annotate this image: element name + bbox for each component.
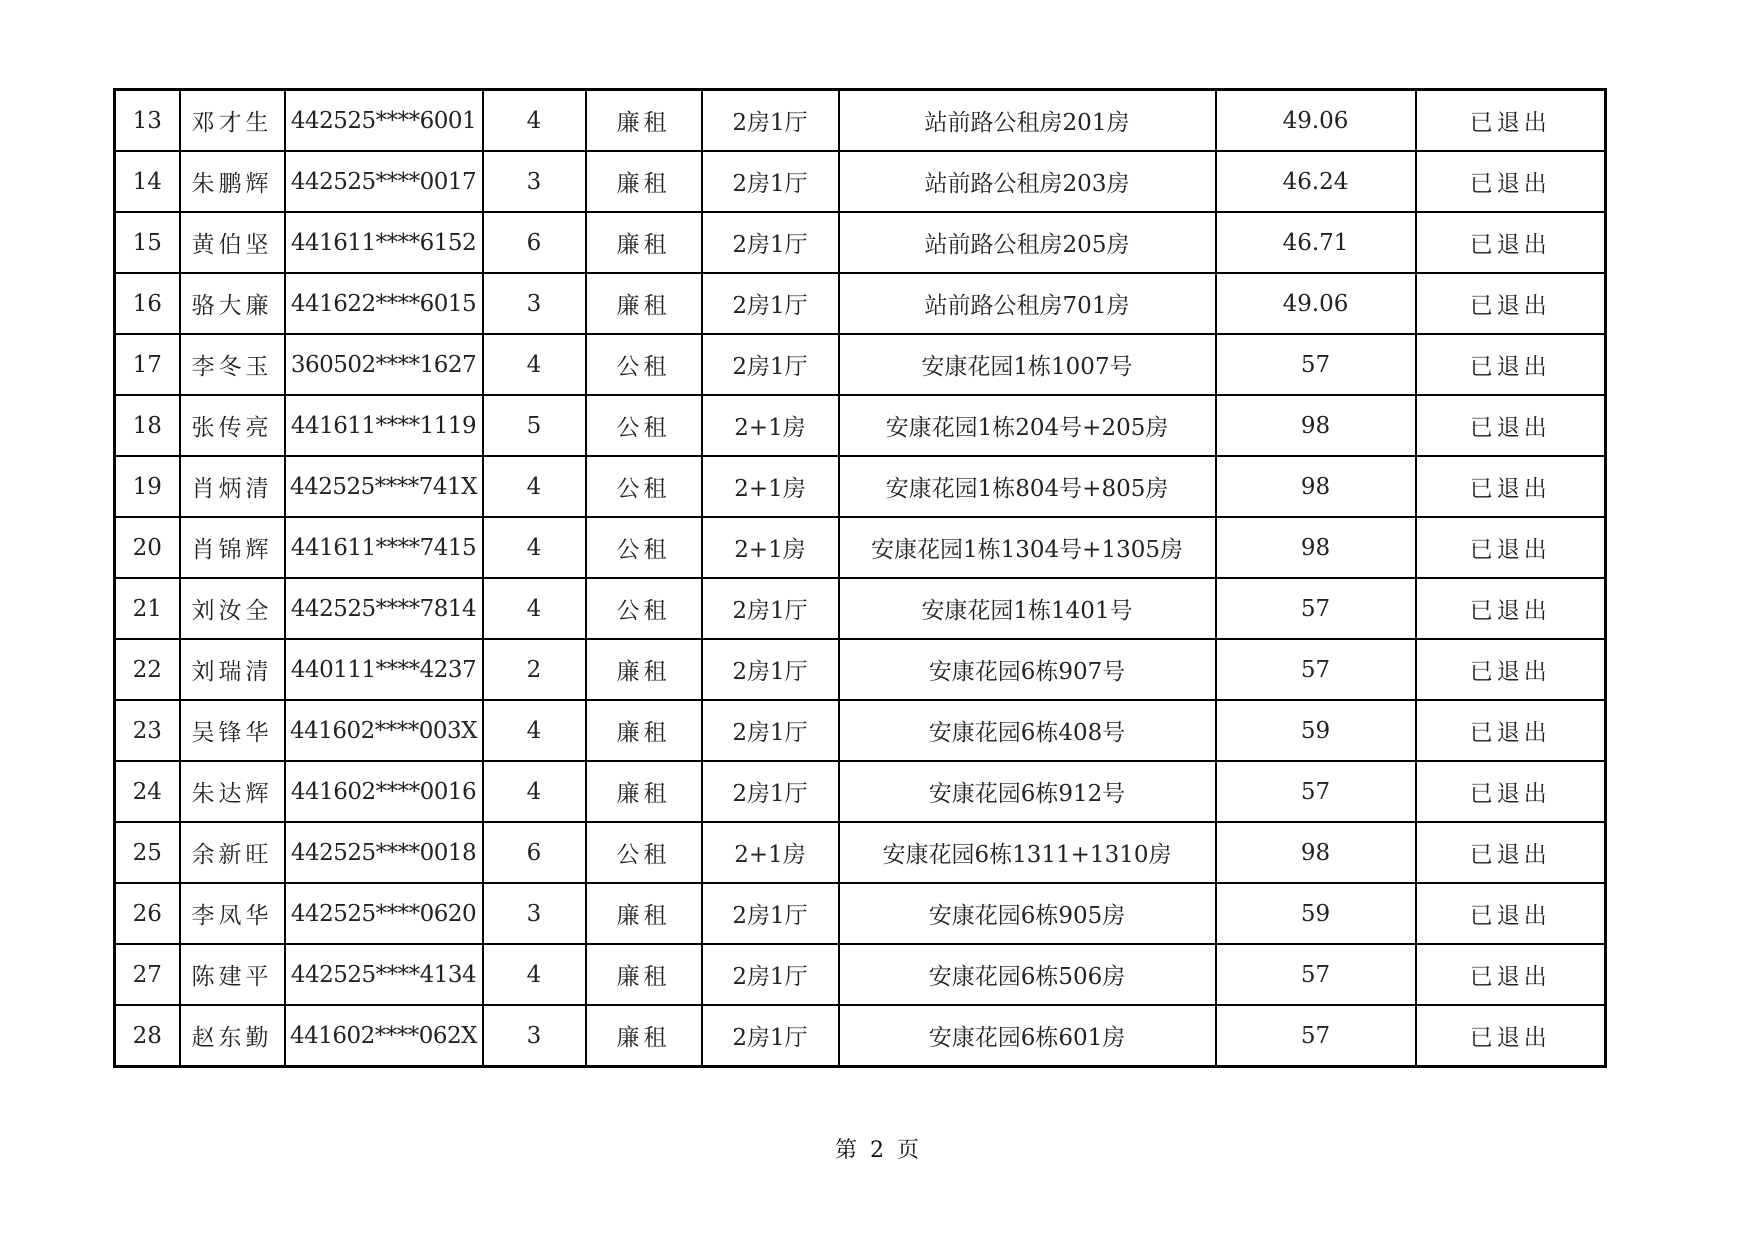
cell-tenant-name: 张传亮 xyxy=(180,395,285,456)
cell-address: 安康花园6栋601房 xyxy=(839,1005,1216,1067)
cell-household-members: 4 xyxy=(483,578,586,639)
cell-address: 安康花园1栋1007号 xyxy=(839,334,1216,395)
cell-status: 已退出 xyxy=(1416,883,1606,944)
cell-status: 已退出 xyxy=(1416,822,1606,883)
cell-housing-type: 公租 xyxy=(586,517,702,578)
cell-tenant-name: 李凤华 xyxy=(180,883,285,944)
cell-housing-type: 廉租 xyxy=(586,90,702,152)
cell-household-members: 4 xyxy=(483,334,586,395)
cell-serial-number: 14 xyxy=(115,151,180,212)
cell-household-members: 4 xyxy=(483,90,586,152)
table-row xyxy=(115,944,1606,1005)
cell-area: 57 xyxy=(1216,761,1416,822)
cell-household-members: 3 xyxy=(483,151,586,212)
page-number: 第 2 页 xyxy=(835,1138,919,1163)
table-row xyxy=(115,212,1606,273)
table-row xyxy=(115,639,1606,700)
cell-housing-type: 公租 xyxy=(586,456,702,517)
cell-tenant-name: 朱鹏辉 xyxy=(180,151,285,212)
cell-room-layout: 2房1厅 xyxy=(702,1005,839,1067)
cell-tenant-name: 骆大廉 xyxy=(180,273,285,334)
cell-tenant-name: 肖炳清 xyxy=(180,456,285,517)
cell-serial-number: 19 xyxy=(115,456,180,517)
cell-id-number: 441622****6015 xyxy=(285,273,483,334)
cell-housing-type: 廉租 xyxy=(586,639,702,700)
cell-serial-number: 20 xyxy=(115,517,180,578)
cell-tenant-name: 李冬玉 xyxy=(180,334,285,395)
cell-status: 已退出 xyxy=(1416,517,1606,578)
cell-area: 59 xyxy=(1216,700,1416,761)
cell-area: 57 xyxy=(1216,1005,1416,1067)
cell-tenant-name: 余新旺 xyxy=(180,822,285,883)
cell-id-number: 442525****0017 xyxy=(285,151,483,212)
cell-serial-number: 13 xyxy=(115,90,180,152)
cell-household-members: 4 xyxy=(483,456,586,517)
cell-area: 98 xyxy=(1216,395,1416,456)
cell-address: 安康花园6栋506房 xyxy=(839,944,1216,1005)
cell-serial-number: 28 xyxy=(115,1005,180,1067)
cell-id-number: 442525****0018 xyxy=(285,822,483,883)
cell-status: 已退出 xyxy=(1416,456,1606,517)
cell-housing-type: 公租 xyxy=(586,395,702,456)
cell-housing-type: 廉租 xyxy=(586,883,702,944)
cell-address: 安康花园6栋905房 xyxy=(839,883,1216,944)
table-row xyxy=(115,151,1606,212)
cell-housing-type: 廉租 xyxy=(586,1005,702,1067)
table-row xyxy=(115,700,1606,761)
cell-area: 98 xyxy=(1216,456,1416,517)
cell-status: 已退出 xyxy=(1416,212,1606,273)
cell-address: 安康花园6栋408号 xyxy=(839,700,1216,761)
cell-id-number: 441602****003X xyxy=(285,700,483,761)
cell-id-number: 441602****062X xyxy=(285,1005,483,1067)
cell-room-layout: 2+1房 xyxy=(702,517,839,578)
table-row xyxy=(115,90,1606,152)
cell-housing-type: 公租 xyxy=(586,334,702,395)
cell-household-members: 3 xyxy=(483,273,586,334)
cell-status: 已退出 xyxy=(1416,151,1606,212)
cell-serial-number: 18 xyxy=(115,395,180,456)
cell-area: 98 xyxy=(1216,822,1416,883)
cell-id-number: 442525****4134 xyxy=(285,944,483,1005)
cell-status: 已退出 xyxy=(1416,700,1606,761)
cell-household-members: 3 xyxy=(483,883,586,944)
cell-tenant-name: 刘汝全 xyxy=(180,578,285,639)
table-row xyxy=(115,456,1606,517)
cell-tenant-name: 黄伯坚 xyxy=(180,212,285,273)
cell-household-members: 4 xyxy=(483,700,586,761)
cell-serial-number: 27 xyxy=(115,944,180,1005)
cell-status: 已退出 xyxy=(1416,395,1606,456)
cell-household-members: 4 xyxy=(483,517,586,578)
cell-address: 站前路公租房701房 xyxy=(839,273,1216,334)
cell-area: 49.06 xyxy=(1216,273,1416,334)
cell-housing-type: 廉租 xyxy=(586,761,702,822)
cell-area: 46.71 xyxy=(1216,212,1416,273)
cell-housing-type: 廉租 xyxy=(586,212,702,273)
cell-address: 安康花园6栋907号 xyxy=(839,639,1216,700)
cell-area: 57 xyxy=(1216,578,1416,639)
cell-serial-number: 23 xyxy=(115,700,180,761)
cell-room-layout: 2房1厅 xyxy=(702,639,839,700)
cell-serial-number: 25 xyxy=(115,822,180,883)
cell-serial-number: 24 xyxy=(115,761,180,822)
cell-serial-number: 17 xyxy=(115,334,180,395)
cell-tenant-name: 邓才生 xyxy=(180,90,285,152)
cell-status: 已退出 xyxy=(1416,273,1606,334)
table-row xyxy=(115,883,1606,944)
cell-status: 已退出 xyxy=(1416,578,1606,639)
cell-housing-type: 廉租 xyxy=(586,944,702,1005)
table-row xyxy=(115,578,1606,639)
cell-household-members: 5 xyxy=(483,395,586,456)
cell-status: 已退出 xyxy=(1416,944,1606,1005)
cell-tenant-name: 赵东勤 xyxy=(180,1005,285,1067)
cell-id-number: 441611****6152 xyxy=(285,212,483,273)
cell-address: 安康花园1栋1401号 xyxy=(839,578,1216,639)
cell-housing-type: 廉租 xyxy=(586,700,702,761)
table-row xyxy=(115,761,1606,822)
cell-room-layout: 2房1厅 xyxy=(702,90,839,152)
cell-status: 已退出 xyxy=(1416,761,1606,822)
cell-id-number: 442525****741X xyxy=(285,456,483,517)
cell-room-layout: 2房1厅 xyxy=(702,273,839,334)
cell-id-number: 441611****1119 xyxy=(285,395,483,456)
table-row xyxy=(115,822,1606,883)
cell-tenant-name: 刘瑞清 xyxy=(180,639,285,700)
cell-address: 安康花园1栋1304号+1305房 xyxy=(839,517,1216,578)
cell-room-layout: 2房1厅 xyxy=(702,151,839,212)
cell-status: 已退出 xyxy=(1416,90,1606,152)
cell-address: 安康花园6栋1311+1310房 xyxy=(839,822,1216,883)
cell-area: 46.24 xyxy=(1216,151,1416,212)
cell-room-layout: 2+1房 xyxy=(702,822,839,883)
cell-area: 57 xyxy=(1216,944,1416,1005)
cell-serial-number: 22 xyxy=(115,639,180,700)
cell-housing-type: 廉租 xyxy=(586,273,702,334)
table-row xyxy=(115,395,1606,456)
cell-housing-type: 公租 xyxy=(586,822,702,883)
cell-address: 安康花园6栋912号 xyxy=(839,761,1216,822)
cell-household-members: 6 xyxy=(483,822,586,883)
cell-tenant-name: 陈建平 xyxy=(180,944,285,1005)
cell-area: 57 xyxy=(1216,334,1416,395)
cell-serial-number: 26 xyxy=(115,883,180,944)
cell-room-layout: 2房1厅 xyxy=(702,944,839,1005)
cell-address: 安康花园1栋804号+805房 xyxy=(839,456,1216,517)
cell-room-layout: 2+1房 xyxy=(702,395,839,456)
table-row xyxy=(115,273,1606,334)
cell-address: 安康花园1栋204号+205房 xyxy=(839,395,1216,456)
table-body xyxy=(115,90,1606,1067)
cell-room-layout: 2房1厅 xyxy=(702,212,839,273)
cell-room-layout: 2房1厅 xyxy=(702,700,839,761)
cell-id-number: 441602****0016 xyxy=(285,761,483,822)
cell-household-members: 4 xyxy=(483,944,586,1005)
cell-room-layout: 2房1厅 xyxy=(702,334,839,395)
table-row xyxy=(115,517,1606,578)
cell-tenant-name: 朱达辉 xyxy=(180,761,285,822)
cell-housing-type: 公租 xyxy=(586,578,702,639)
cell-id-number: 442525****6001 xyxy=(285,90,483,152)
cell-serial-number: 21 xyxy=(115,578,180,639)
cell-room-layout: 2房1厅 xyxy=(702,578,839,639)
cell-household-members: 4 xyxy=(483,761,586,822)
cell-address: 站前路公租房201房 xyxy=(839,90,1216,152)
cell-room-layout: 2房1厅 xyxy=(702,761,839,822)
cell-area: 57 xyxy=(1216,639,1416,700)
tenant-records-table xyxy=(113,88,1607,1068)
cell-tenant-name: 肖锦辉 xyxy=(180,517,285,578)
cell-household-members: 6 xyxy=(483,212,586,273)
cell-room-layout: 2房1厅 xyxy=(702,883,839,944)
cell-area: 59 xyxy=(1216,883,1416,944)
cell-household-members: 3 xyxy=(483,1005,586,1067)
cell-area: 98 xyxy=(1216,517,1416,578)
cell-status: 已退出 xyxy=(1416,639,1606,700)
cell-tenant-name: 吴锋华 xyxy=(180,700,285,761)
cell-id-number: 442525****0620 xyxy=(285,883,483,944)
cell-serial-number: 15 xyxy=(115,212,180,273)
cell-status: 已退出 xyxy=(1416,334,1606,395)
cell-id-number: 442525****7814 xyxy=(285,578,483,639)
cell-area: 49.06 xyxy=(1216,90,1416,152)
cell-household-members: 2 xyxy=(483,639,586,700)
cell-room-layout: 2+1房 xyxy=(702,456,839,517)
cell-address: 站前路公租房205房 xyxy=(839,212,1216,273)
cell-id-number: 440111****4237 xyxy=(285,639,483,700)
cell-address: 站前路公租房203房 xyxy=(839,151,1216,212)
table-row xyxy=(115,1005,1606,1067)
cell-serial-number: 16 xyxy=(115,273,180,334)
table-row xyxy=(115,334,1606,395)
cell-id-number: 441611****7415 xyxy=(285,517,483,578)
cell-housing-type: 廉租 xyxy=(586,151,702,212)
cell-id-number: 360502****1627 xyxy=(285,334,483,395)
cell-status: 已退出 xyxy=(1416,1005,1606,1067)
